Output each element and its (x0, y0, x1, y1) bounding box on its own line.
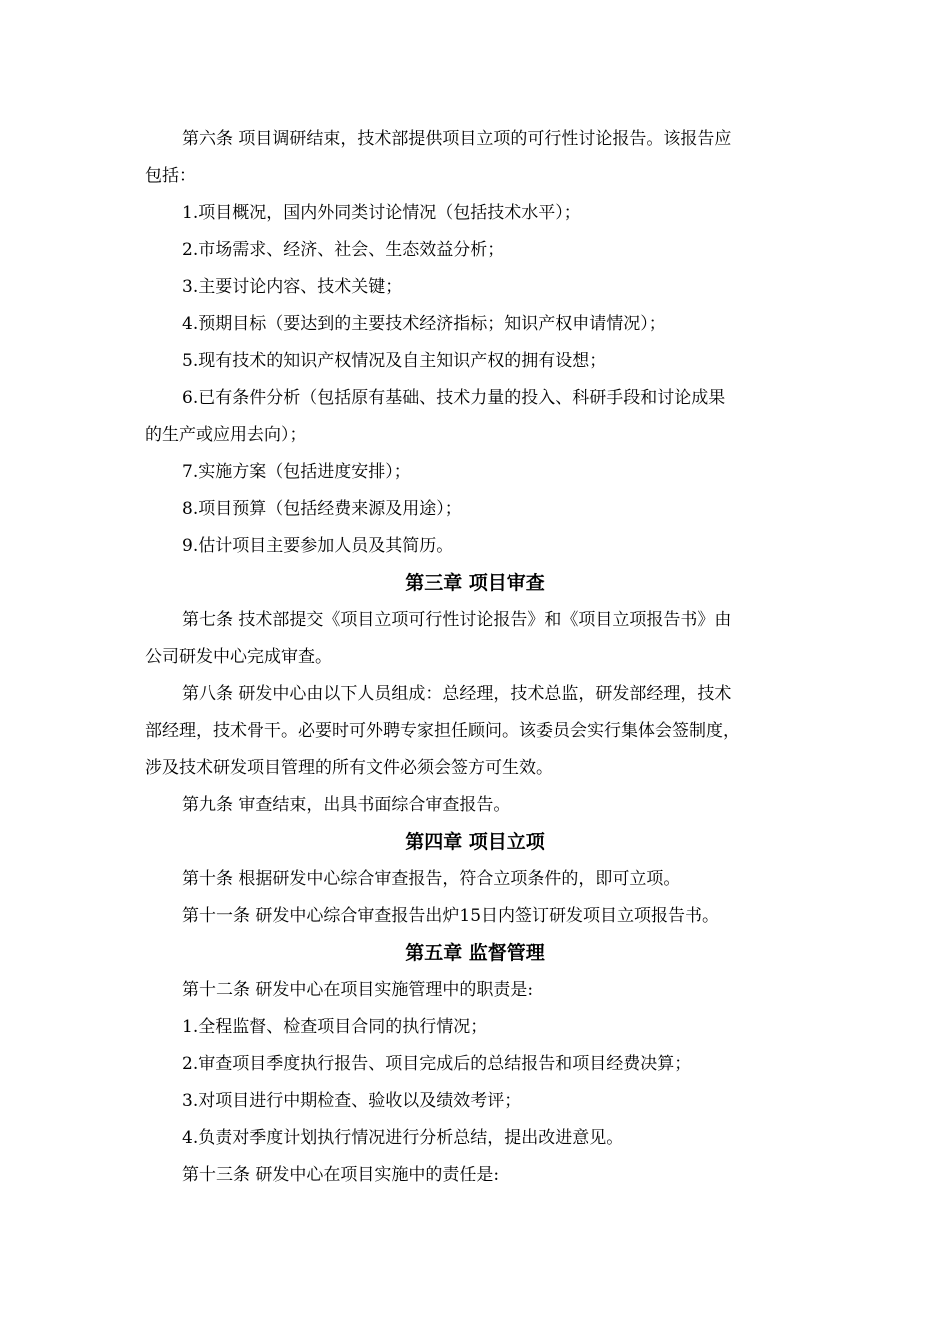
paragraph (145, 232, 805, 269)
paragraph (145, 121, 805, 195)
paragraph-line: 2.审查项目季度执行报告、项目完成后的总结报告和项目经费决算； (182, 1054, 692, 1074)
paragraph (145, 1009, 805, 1046)
paragraph-line: 3.主要讨论内容、技术关键； (182, 277, 403, 297)
chapter-heading: 第三章 项目审查 (405, 572, 545, 594)
paragraph (145, 454, 805, 491)
paragraph-line: 第六条 项目调研结束，技术部提供项目立项的可行性讨论报告。该报告应 (182, 129, 732, 149)
paragraph-line: 的生产或应用去向）； (145, 425, 307, 445)
document-body (145, 121, 805, 1194)
paragraph-line: 第十三条 研发中心在项目实施中的责任是: (182, 1165, 500, 1185)
paragraph (145, 602, 805, 676)
paragraph-line: 第七条 技术部提交《项目立项可行性讨论报告》和《项目立项报告书》由 (182, 610, 732, 630)
paragraph-line: 包括： (145, 166, 196, 186)
chapter-heading: 第五章 监督管理 (405, 942, 545, 964)
paragraph-line: 6.已有条件分析（包括原有基础、技术力量的投入、科研手段和讨论成果 (182, 388, 726, 408)
paragraph-line: 2.市场需求、经济、社会、生态效益分析； (182, 240, 505, 260)
paragraph (145, 1046, 805, 1083)
paragraph (145, 898, 805, 935)
chapter-heading: 第四章 项目立项 (405, 831, 545, 853)
paragraph-line: 1.全程监督、检查项目合同的执行情况； (182, 1017, 488, 1037)
paragraph (145, 676, 805, 787)
paragraph-line: 3.对项目进行中期检查、验收以及绩效考评； (182, 1091, 522, 1111)
paragraph (145, 972, 805, 1009)
paragraph-line: 第十二条 研发中心在项目实施管理中的职责是: (182, 980, 534, 1000)
paragraph (145, 380, 805, 454)
paragraph (145, 861, 805, 898)
paragraph-line: 9.估计项目主要参加人员及其简历。 (182, 536, 454, 556)
paragraph (145, 306, 805, 343)
paragraph (145, 491, 805, 528)
paragraph-line: 公司研发中心完成审查。 (145, 647, 332, 667)
paragraph (145, 528, 805, 565)
paragraph-line: 第九条 审查结束，出具书面综合审查报告。 (182, 795, 511, 815)
paragraph-line: 第八条 研发中心由以下人员组成：总经理，技术总监，研发部经理，技术 (182, 684, 732, 704)
paragraph-line: 4.预期目标（要达到的主要技术经济指标；知识产权申请情况）； (182, 314, 666, 334)
paragraph-line: 7.实施方案（包括进度安排）； (182, 462, 411, 482)
paragraph (145, 1157, 805, 1194)
paragraph-line: 8.项目预算（包括经费来源及用途）； (182, 499, 462, 519)
paragraph (145, 195, 805, 232)
paragraph (145, 343, 805, 380)
paragraph (145, 1083, 805, 1120)
paragraph-line: 5.现有技术的知识产权情况及自主知识产权的拥有设想； (182, 351, 607, 371)
paragraph-line: 4.负责对季度计划执行情况进行分析总结，提出改进意见。 (182, 1128, 624, 1148)
paragraph-line: 1.项目概况，国内外同类讨论情况（包括技术水平）； (182, 203, 581, 223)
paragraph (145, 787, 805, 824)
paragraph-line: 第十条 根据研发中心综合审查报告，符合立项条件的，即可立项。 (182, 869, 681, 889)
paragraph (145, 269, 805, 306)
paragraph-line: 部经理，技术骨干。必要时可外聘专家担任顾问。该委员会实行集体会签制度， (145, 721, 740, 741)
paragraph (145, 1120, 805, 1157)
paragraph-line: 第十一条 研发中心综合审查报告出炉15日内签订研发项目立项报告书。 (182, 906, 720, 926)
paragraph-line: 涉及技术研发项目管理的所有文件必须会签方可生效。 (145, 758, 553, 778)
